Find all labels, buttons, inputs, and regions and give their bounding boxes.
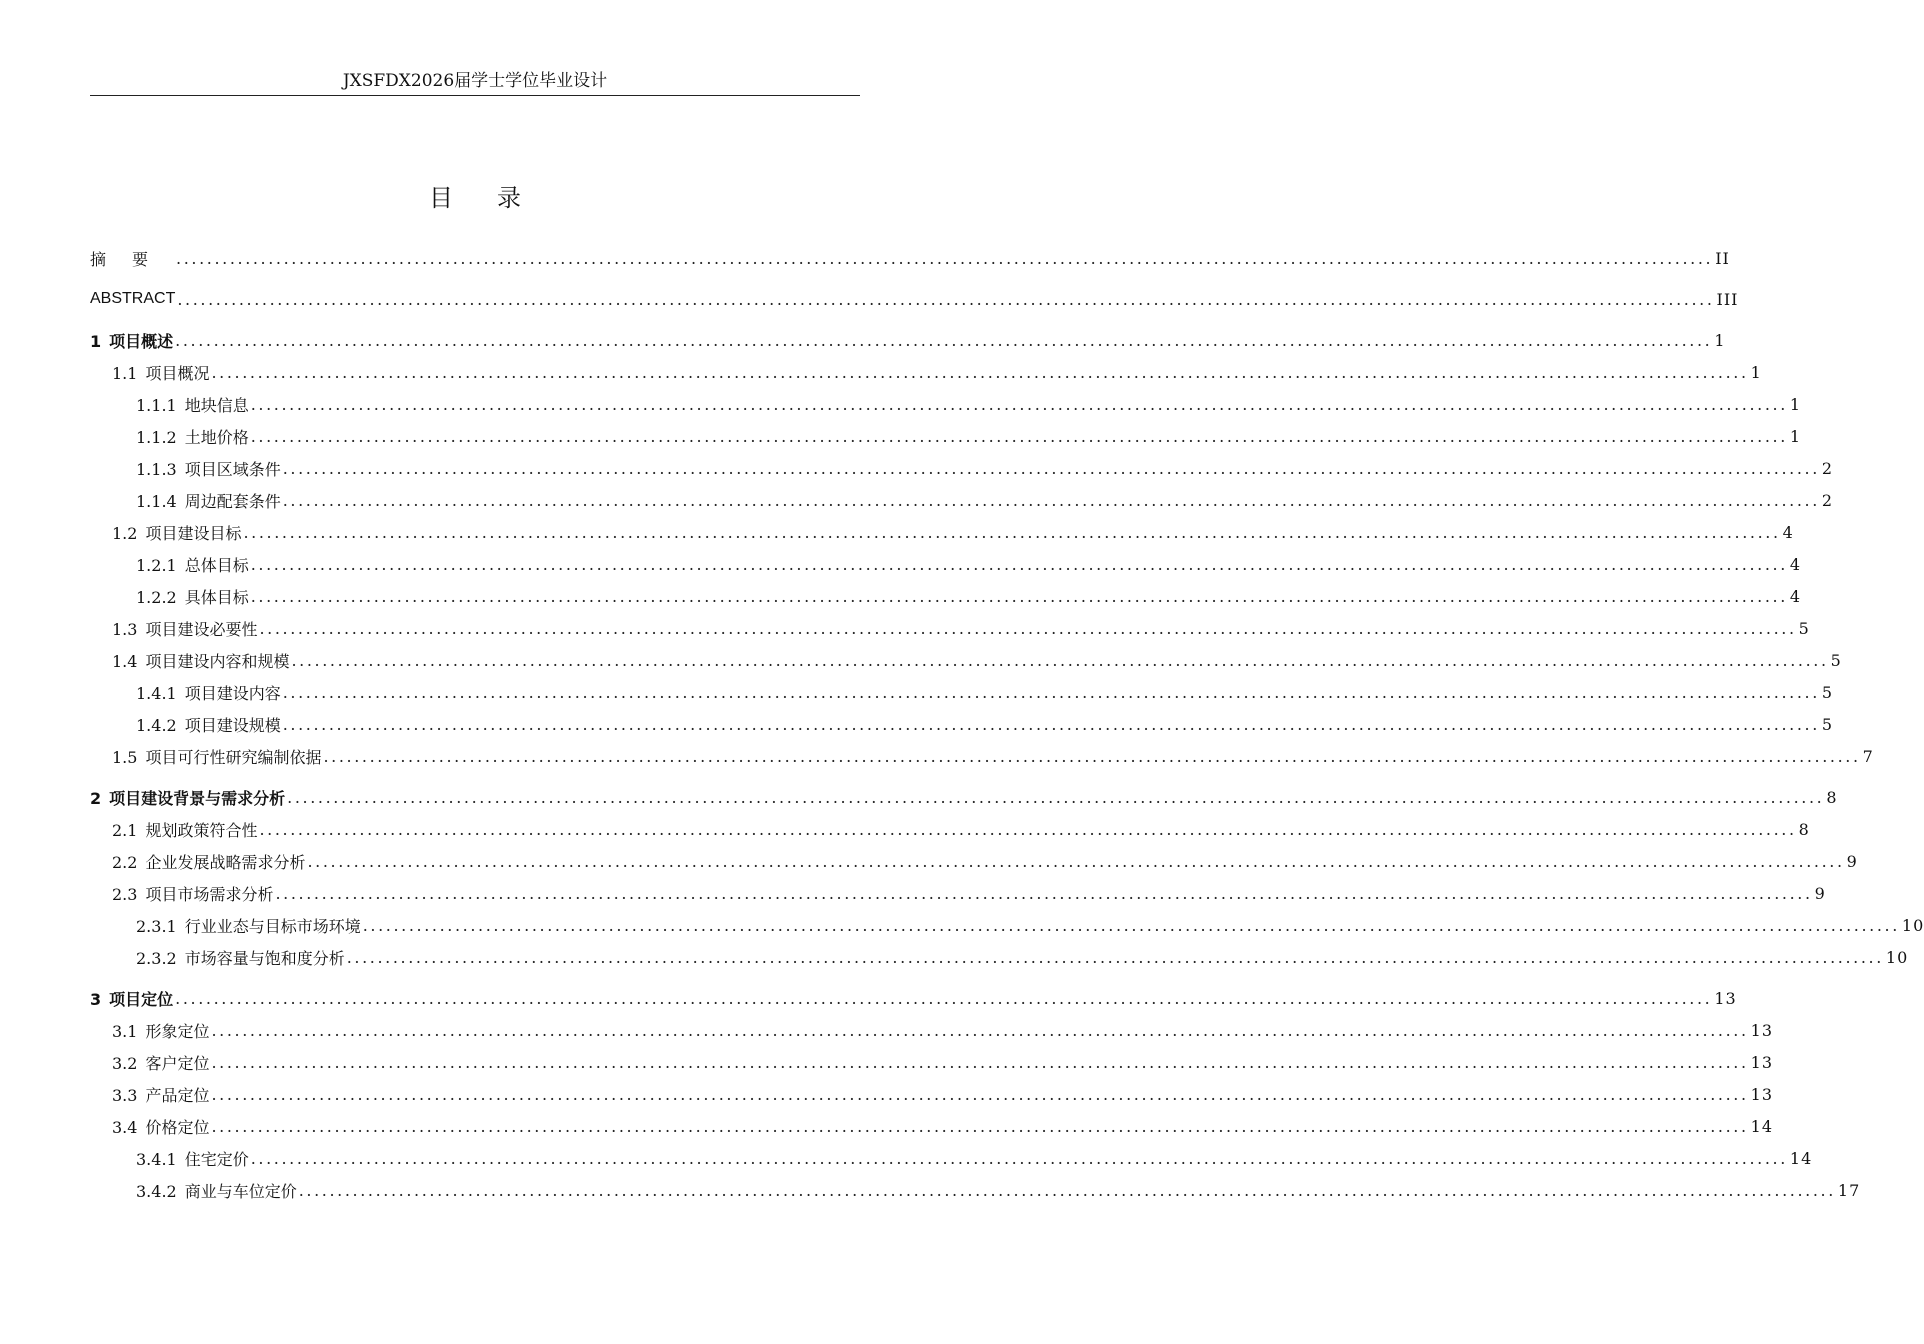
toc-entry-label: 项目建设内容和规模 [145,651,290,671]
toc-entry-label: 商业与车位定价 [184,1181,297,1201]
page-header: JXSFDX2026届学士学位毕业设计 [90,68,860,96]
toc-entry-label: 企业发展战略需求分析 [145,852,306,872]
toc-entry-title [112,745,321,768]
toc-entry-label: 项目建设规模 [184,715,281,735]
toc-page-number: 2 [1821,490,1834,510]
toc-entry-number: 3.1 [112,1021,138,1041]
toc-entry-label: 价格定位 [145,1117,210,1137]
toc-entry[interactable] [90,242,1730,274]
toc-entry[interactable] [90,877,1826,909]
toc-entry-label: 项目市场需求分析 [145,884,274,904]
toc-leader-dots: ........................................................................................................................................................................................................ [282,714,1820,734]
toc-entry-number: 1.2 [112,523,138,543]
toc-entry-title [136,946,345,969]
toc-leader-dots: ........................................................................................................................................................................................................ [259,618,1797,638]
toc-entry-label: 项目建设背景与需求分析 [109,788,286,808]
toc-entry-label: 市场容量与饱和度分析 [184,948,345,968]
toc-entry[interactable] [90,813,1810,845]
toc-entry[interactable] [90,1142,1813,1174]
toc-leader-dots: ........................................................................................................................................................................................................ [177,289,1715,309]
toc-leader-dots: ........................................................................................................................................................................................................ [250,554,1788,574]
toc-entry[interactable] [90,982,1737,1014]
toc-entry-title [112,361,209,384]
toc-page-number: 9 [1846,851,1858,871]
toc-entry-title [112,818,257,841]
toc-page-number: 14 [1789,1148,1813,1168]
toc-entry-title [112,617,257,640]
toc-entry-title [136,393,249,416]
toc-entry-title [136,553,249,576]
toc-title: 目录 [429,184,565,212]
toc-entry-number: 1.4.1 [136,683,177,703]
toc-entry-number: 1.1.4 [136,491,177,511]
toc-entry[interactable] [90,740,1874,772]
toc-entry-label: 客户定位 [145,1053,210,1073]
toc-entry[interactable] [90,1110,1774,1142]
toc-entry[interactable] [90,580,1802,612]
toc-leader-dots: ........................................................................................................................................................................................................ [211,1084,1749,1104]
toc-entry-number: 1.1.1 [136,395,177,415]
toc-page-number: 1 [1750,362,1762,382]
toc-page-number: 1 [1789,394,1802,414]
toc-entry[interactable] [90,708,1834,740]
toc-page-number: 4 [1789,554,1802,574]
toc-page-number: 17 [1837,1180,1861,1200]
toc-entry[interactable] [90,676,1834,708]
toc-entry-number: 2.1 [112,820,138,840]
toc-entry-label: 项目区域条件 [184,459,281,479]
toc-entry-title [136,585,249,608]
toc-leader-dots: ........................................................................................................................................................................................................ [250,426,1788,446]
toc-page-number: 8 [1826,787,1838,807]
toc-page-number: 5 [1821,682,1834,702]
toc-entry-number: 3.4.1 [136,1149,177,1169]
toc-entry[interactable] [90,781,1838,813]
toc-leader-dots: ........................................................................................................................................................................................................ [211,1052,1749,1072]
toc-entry[interactable] [90,909,1924,941]
toc-entry-number: 3.4 [112,1117,138,1137]
toc-leader-dots: ........................................................................................................................................................................................................ [282,682,1820,702]
toc-entry-title [136,1179,297,1202]
toc-entry-label: 摘要 [90,251,175,269]
toc-leader-dots: ........................................................................................................................................................................................................ [282,458,1820,478]
toc-entry-title [136,713,281,736]
toc-entry-number: 3.3 [112,1085,138,1105]
toc-leader-dots: ........................................................................................................................................................................................................ [243,522,1781,542]
toc-entry[interactable] [90,845,1858,877]
toc-entry-title [90,786,285,809]
toc-leader-dots: ........................................................................................................................................................................................................ [211,1020,1749,1040]
toc-page-number: 5 [1830,650,1842,670]
toc-entry[interactable] [90,644,1842,676]
toc-entry-number: 1.3 [112,619,138,639]
toc-page-number: 9 [1814,883,1826,903]
toc-entry-label: 项目可行性研究编制依据 [145,747,322,767]
toc-entry-number: 2.3.1 [136,916,177,936]
toc-entry-title [112,882,273,905]
toc-page-number: 13 [1750,1020,1774,1040]
toc-entry-number: 1.5 [112,747,138,767]
toc-entry-label: 项目定位 [109,989,174,1009]
toc-entry[interactable] [90,1014,1774,1046]
toc-leader-dots: ........................................................................................................................................................................................................ [282,490,1820,510]
toc-entry-label: 项目建设必要性 [145,619,258,639]
toc-leader-dots: ........................................................................................................................................................................................................ [250,1148,1788,1168]
toc-page-number: 1 [1789,426,1802,446]
toc-leader-dots: ........................................................................................................................................................................................................ [211,1116,1749,1136]
toc-entry[interactable] [90,283,1739,315]
toc-leader-dots: ........................................................................................................................................................................................................ [291,650,1829,670]
toc-leader-dots: ........................................................................................................................................................................................................ [176,248,1714,268]
toc-entry[interactable] [90,1078,1774,1110]
toc-leader-dots: ........................................................................................................................................................................................................ [211,362,1749,382]
toc-entry-title [136,425,249,448]
toc-page-number: III [1716,289,1739,309]
toc-leader-dots: ........................................................................................................................................................................................................ [298,1180,1836,1200]
toc-entry-label: 行业业态与目标市场环境 [184,916,361,936]
toc-leader-dots: ........................................................................................................................................................................................................ [323,746,1861,766]
toc-entry-title [136,457,281,480]
toc-page-number: 5 [1798,618,1810,638]
toc-entry[interactable] [90,516,1794,548]
toc-leader-dots: ........................................................................................................................................................................................................ [307,851,1845,871]
toc-entry-number: 1.2.1 [136,555,177,575]
toc-entry-number: 2.3.2 [136,948,177,968]
toc-entry-title [136,1147,249,1170]
toc-entry[interactable] [90,484,1834,516]
toc-entry-title [112,1115,209,1138]
toc-page-number: 14 [1750,1116,1774,1136]
toc-entry-number: 1.1.2 [136,427,177,447]
toc-entry-label: 规划政策符合性 [145,820,258,840]
toc-page-number: 5 [1821,714,1834,734]
toc-entry-label: 形象定位 [145,1021,210,1041]
toc-leader-dots: ........................................................................................................................................................................................................ [250,394,1788,414]
toc-entry-number: 2 [90,788,102,808]
toc-entry-title [112,850,305,873]
toc-leader-dots: ........................................................................................................................................................................................................ [259,819,1797,839]
toc-entry[interactable] [90,324,1726,356]
toc-entry-label: ABSTRACT [90,290,176,307]
toc-leader-dots: ........................................................................................................................................................................................................ [362,915,1900,935]
toc-entry-title [112,1083,209,1106]
toc-entry-number: 3 [90,989,102,1009]
toc-page-number: 1 [1714,330,1726,350]
toc-entry-title [136,914,361,937]
toc-entry[interactable] [90,420,1802,452]
toc-page-number: 2 [1821,458,1834,478]
toc-entry-title [90,290,175,308]
toc-entry[interactable] [90,388,1802,420]
toc-leader-dots: ........................................................................................................................................................................................................ [250,586,1788,606]
toc-entry-number: 1.1 [112,363,138,383]
toc-entry-label: 项目概述 [109,331,174,351]
toc-leader-dots: ........................................................................................................................................................................................................ [175,330,1713,350]
toc-entry[interactable] [90,356,1762,388]
toc-entry[interactable] [90,452,1834,484]
toc-entry-number: 3.2 [112,1053,138,1073]
toc-entry-number: 1.1.3 [136,459,177,479]
toc-entry-title [112,521,241,544]
toc-entry-number: 1.4 [112,651,138,671]
toc-entry-label: 地块信息 [184,395,249,415]
toc-entry-title [112,1019,209,1042]
toc-entry-label: 周边配套条件 [184,491,281,511]
toc-entry-title [112,1051,209,1074]
toc-page-number: 7 [1862,746,1874,766]
toc-entry-title [136,489,281,512]
toc-entry-label: 土地价格 [184,427,249,447]
toc-page-number: 4 [1782,522,1794,542]
toc-page-number: 10 [1885,947,1909,967]
toc-entry-number: 2.3 [112,884,138,904]
toc-entry-number: 3.4.2 [136,1181,177,1201]
toc-entry-title [112,649,289,672]
toc-entry-label: 具体目标 [184,587,249,607]
toc-page-number: 13 [1750,1052,1774,1072]
toc-entry-title [90,329,173,352]
toc-page-number: 13 [1750,1084,1774,1104]
toc-entry[interactable] [90,1046,1774,1078]
table-of-contents [90,242,1924,1206]
toc-entry-number: 2.2 [112,852,138,872]
toc-entry[interactable] [90,941,1909,973]
toc-page-number: 13 [1714,988,1737,1008]
toc-entry-label: 项目建设内容 [184,683,281,703]
toc-leader-dots: ........................................................................................................................................................................................................ [287,787,1825,807]
toc-entry-number: 1 [90,331,102,351]
toc-entry-number: 1.2.2 [136,587,177,607]
toc-page-number: II [1715,248,1730,268]
toc-entry[interactable] [90,1174,1861,1206]
toc-page-number: 10 [1901,915,1924,935]
toc-entry-title [90,247,174,270]
toc-entry-number: 1.4.2 [136,715,177,735]
toc-entry-label: 总体目标 [184,555,249,575]
toc-entry-label: 项目建设目标 [145,523,242,543]
toc-entry-title [90,987,173,1010]
toc-entry-label: 项目概况 [145,363,210,383]
toc-entry-label: 住宅定价 [184,1149,249,1169]
toc-entry-label: 产品定位 [145,1085,210,1105]
toc-entry[interactable] [90,548,1802,580]
toc-entry-title [136,681,281,704]
toc-leader-dots: ........................................................................................................................................................................................................ [346,947,1884,967]
toc-page-number: 8 [1798,819,1810,839]
toc-page-number: 4 [1789,586,1802,606]
toc-leader-dots: ........................................................................................................................................................................................................ [175,988,1713,1008]
toc-entry[interactable] [90,612,1810,644]
toc-leader-dots: ........................................................................................................................................................................................................ [275,883,1813,903]
